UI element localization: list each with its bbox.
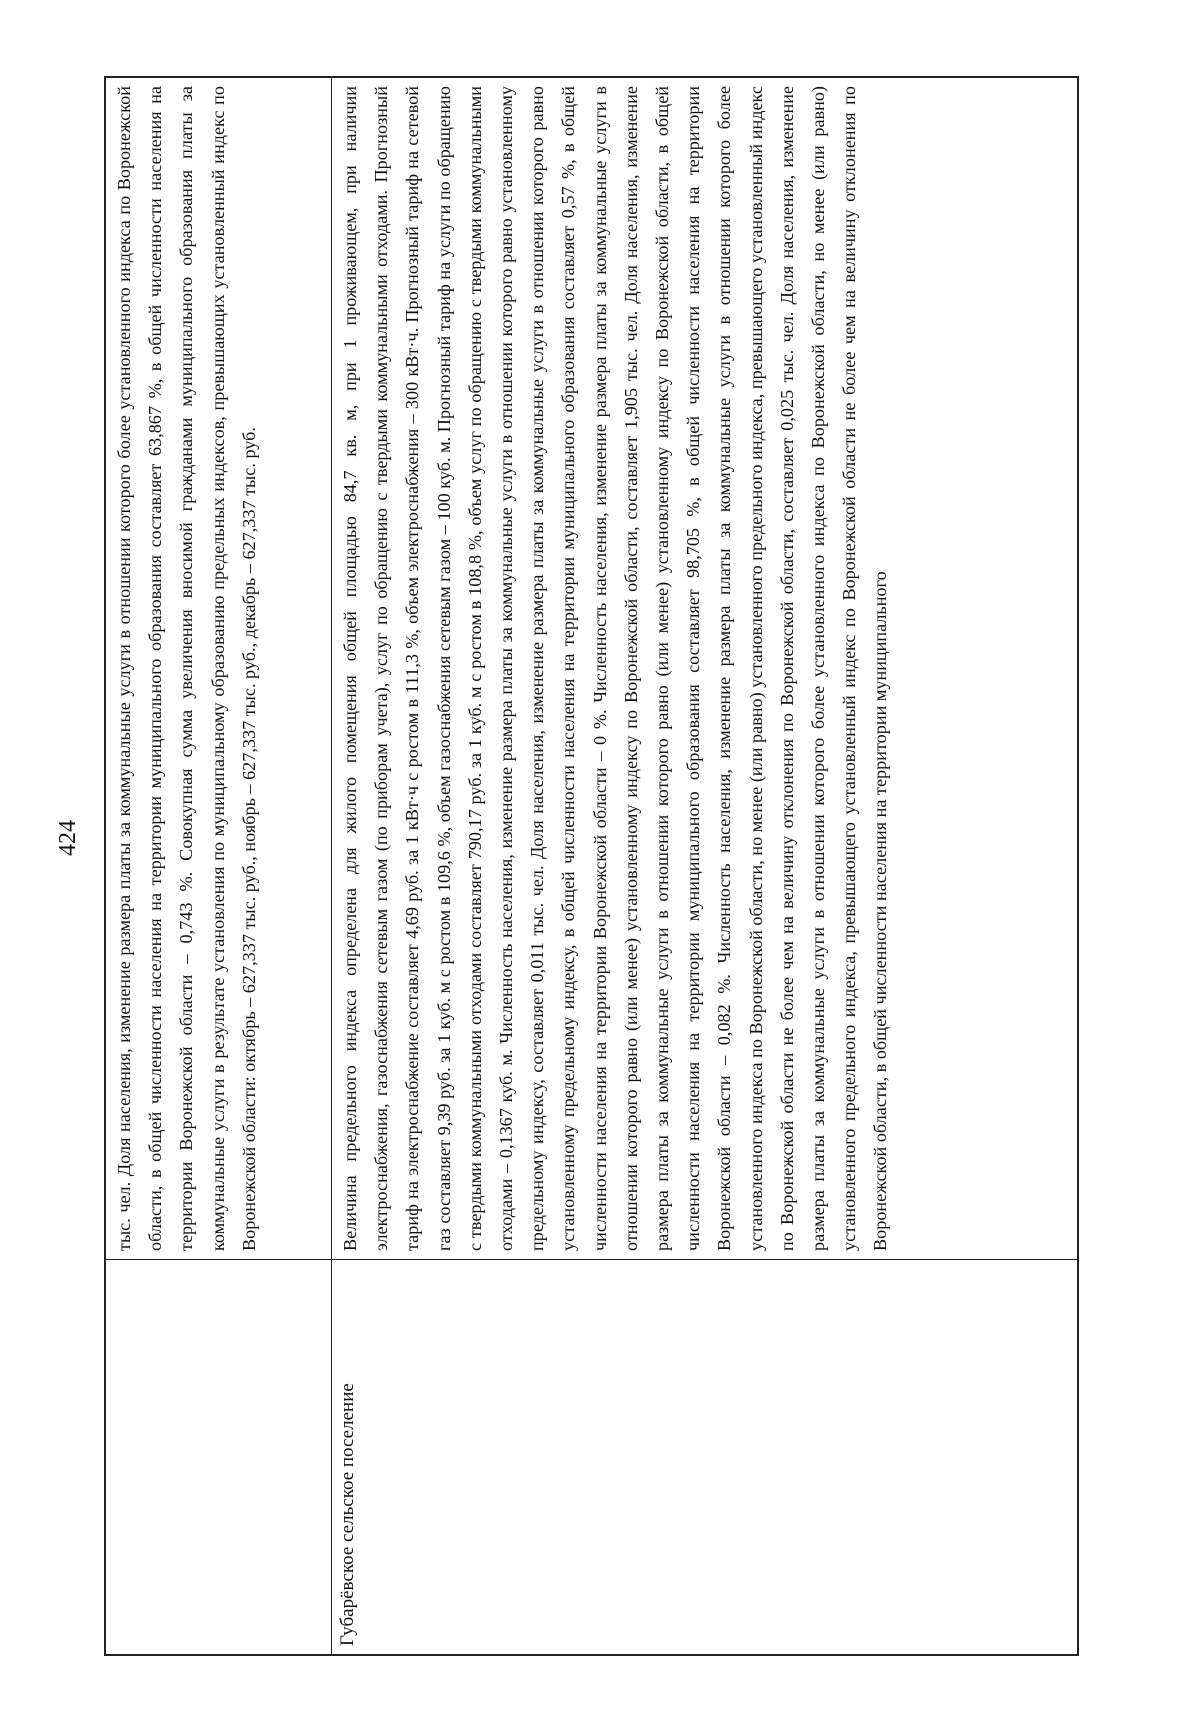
settlement-name: Губарёвское сельское поселение [337, 1383, 358, 1646]
settlement-table [104, 76, 1079, 1656]
table-row-1-text: Величина предельного индекса определена для жилого помещения общей площадью 84,7 кв. м, при 1 проживающем, при наличии электроснабжения, газоснабжения сетевым газом (по приборам учета), услуг по обращению с твердыми коммунальными отходами. Прогнозный тариф на электроснабжение составляет 4,69 руб. за 1 кВт·ч с ростом в 111,3 %, объем электроснабжения – 300 кВт·ч. Прогнозный тариф на сетевой газ составляет 9,39 руб. за 1 куб. м с ростом в 109,6 %, объем газоснабжения сетевым газом – 100 куб. м. Прогнозный тариф на услуги по обращению с твердыми коммунальными отходами составляет 790,17 руб. за 1 куб. м с ростом в 108,8 %, объем услуг по обращению с твердыми коммунальными отходами – 0,1367 куб. м. Численность населения, изменение размера платы за коммунальные услуги в отношении которого равно установленному предельному индексу, составляет 0,011 тыс. чел. Доля населения, изменение размера платы за коммунальные услуги в отношении которого равно установленному предельному индексу, в общей численности населения на территории муниципального образования составляет 0,57 %, в общей численности населения на территории Воронежской области – 0 %. Численность населения, изменение размера платы за коммунальные услуги в отношении которого равно (или менее) установленному индексу по Воронежской области, составляет 1,905 тыс. чел. Доля населения, изменение размера платы за коммунальные услуги в отношении которого равно (или менее) установленному индексу по Воронежской области, в общей численности населения на территории муниципального образования составляет 98,705 %, в общей численности населения на территории Воронежской области – 0,082 %. Численность населения, изменение размера платы за коммунальные услуги в отношении которого более установленного индекса по Воронежской области, но менее (или равно) установленного предельного индекса, превышающего установленный индекс по Воронежской области не более чем на величину отклонения по Воронежской области, составляет 0,025 тыс. чел. Доля населения, изменение размера платы за коммунальные услуги в отношении которого более установленного индекса по Воронежской области, но менее (или равно) установленного предельного индекса, превышающего установленный индекс по Воронежской области не более чем на величину отклонения по Воронежской области, в общей численности населения на территории муниципального [340, 86, 891, 1251]
table-row-0-text: тыс. чел. Доля населения, изменение размера платы за коммунальные услуги в отношении которого более установленного индекса по Воронежской области, в общей численности населения на территории муниципального образования составляет 63,867 %, в общей численности населения на территории Воронежской области – 0,743 %. Совокупная сумма увеличения вносимой гражданами муниципального образования платы за коммунальные услуги в результате установления по муниципальному образованию предельных индексов, превышающих установленный индекс по Воронежской области: октябрь – 627,337 тыс. руб., ноябрь – 627,337 тыс. руб., декабрь – 627,337 тыс. руб. [114, 86, 259, 1251]
table-row-1-text-cell [332, 78, 1077, 1259]
table-row-1-settlement-cell [332, 1259, 1077, 1654]
table-row-0-text-cell [106, 78, 332, 1259]
page-number: 424 [55, 820, 81, 856]
table-row-0-settlement-cell [106, 1259, 332, 1654]
